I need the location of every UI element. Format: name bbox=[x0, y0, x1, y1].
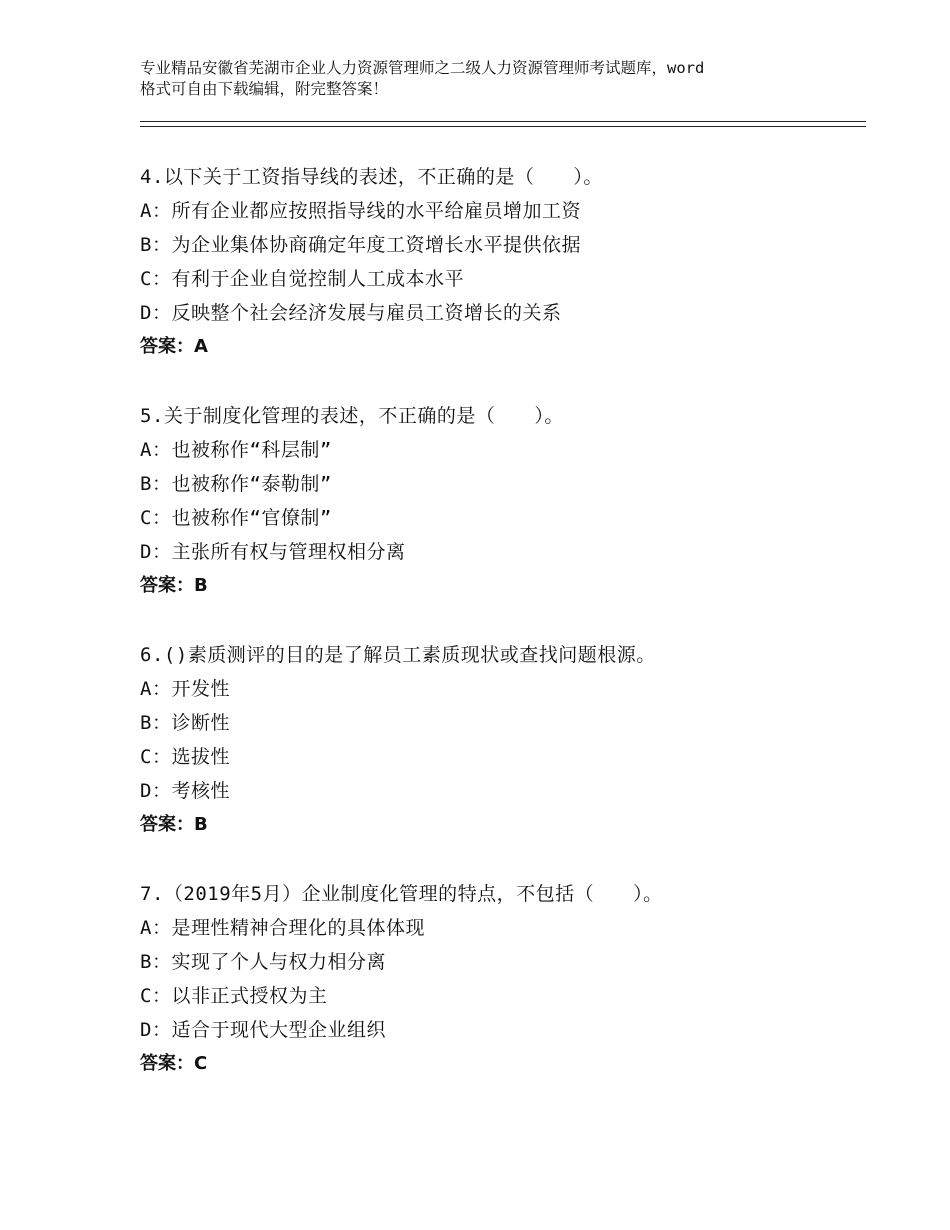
option-a: A：也被称作“科层制” bbox=[140, 439, 332, 461]
header-divider bbox=[140, 121, 866, 127]
answer-line bbox=[140, 1047, 860, 1081]
option-a: A：开发性 bbox=[140, 678, 230, 700]
answer-value: C bbox=[194, 1053, 208, 1074]
option-c: C：也被称作“官僚制” bbox=[140, 507, 332, 529]
option-d: D：主张所有权与管理权相分离 bbox=[140, 541, 406, 563]
answer-label: 答案： bbox=[140, 575, 194, 596]
answer-label: 答案： bbox=[140, 336, 194, 357]
option-c: C：以非正式授权为主 bbox=[140, 985, 328, 1007]
question-block bbox=[140, 638, 860, 842]
option-b: B：为企业集体协商确定年度工资增长水平提供依据 bbox=[140, 234, 581, 256]
option-b: B：也被称作“泰勒制” bbox=[140, 473, 332, 495]
question-block bbox=[140, 160, 860, 364]
option-d: D：反映整个社会经济发展与雇员工资增长的关系 bbox=[140, 302, 562, 324]
question-stem: 5.关于制度化管理的表述，不正确的是（ ）。 bbox=[140, 405, 564, 427]
answer-line bbox=[140, 569, 860, 603]
answer-line bbox=[140, 808, 860, 842]
option-d: D：考核性 bbox=[140, 780, 230, 802]
option-b: B：诊断性 bbox=[140, 712, 230, 734]
question-stem: 6.()素质测评的目的是了解员工素质现状或查找问题根源。 bbox=[140, 644, 656, 666]
header-line-2: 格式可自由下载编辑，附完整答案！ bbox=[140, 80, 389, 98]
answer-value: B bbox=[194, 575, 208, 596]
answer-line bbox=[140, 330, 860, 364]
option-d: D：适合于现代大型企业组织 bbox=[140, 1019, 386, 1041]
option-b: B：实现了个人与权力相分离 bbox=[140, 951, 386, 973]
answer-value: A bbox=[194, 336, 208, 357]
option-a: A：所有企业都应按照指导线的水平给雇员增加工资 bbox=[140, 200, 581, 222]
option-c: C：有利于企业自觉控制人工成本水平 bbox=[140, 268, 464, 290]
option-c: C：选拔性 bbox=[140, 746, 230, 768]
document-header bbox=[140, 58, 840, 100]
question-block bbox=[140, 399, 860, 603]
answer-value: B bbox=[194, 814, 208, 835]
question-block bbox=[140, 877, 860, 1081]
header-line-1: 专业精品安徽省芜湖市企业人力资源管理师之二级人力资源管理师考试题库，word bbox=[140, 59, 705, 77]
question-stem: 7.（2019年5月）企业制度化管理的特点，不包括（ ）。 bbox=[140, 883, 663, 905]
option-a: A：是理性精神合理化的具体体现 bbox=[140, 917, 425, 939]
question-stem: 4.以下关于工资指导线的表述，不正确的是（ ）。 bbox=[140, 166, 603, 188]
answer-label: 答案： bbox=[140, 814, 194, 835]
answer-label: 答案： bbox=[140, 1053, 194, 1074]
